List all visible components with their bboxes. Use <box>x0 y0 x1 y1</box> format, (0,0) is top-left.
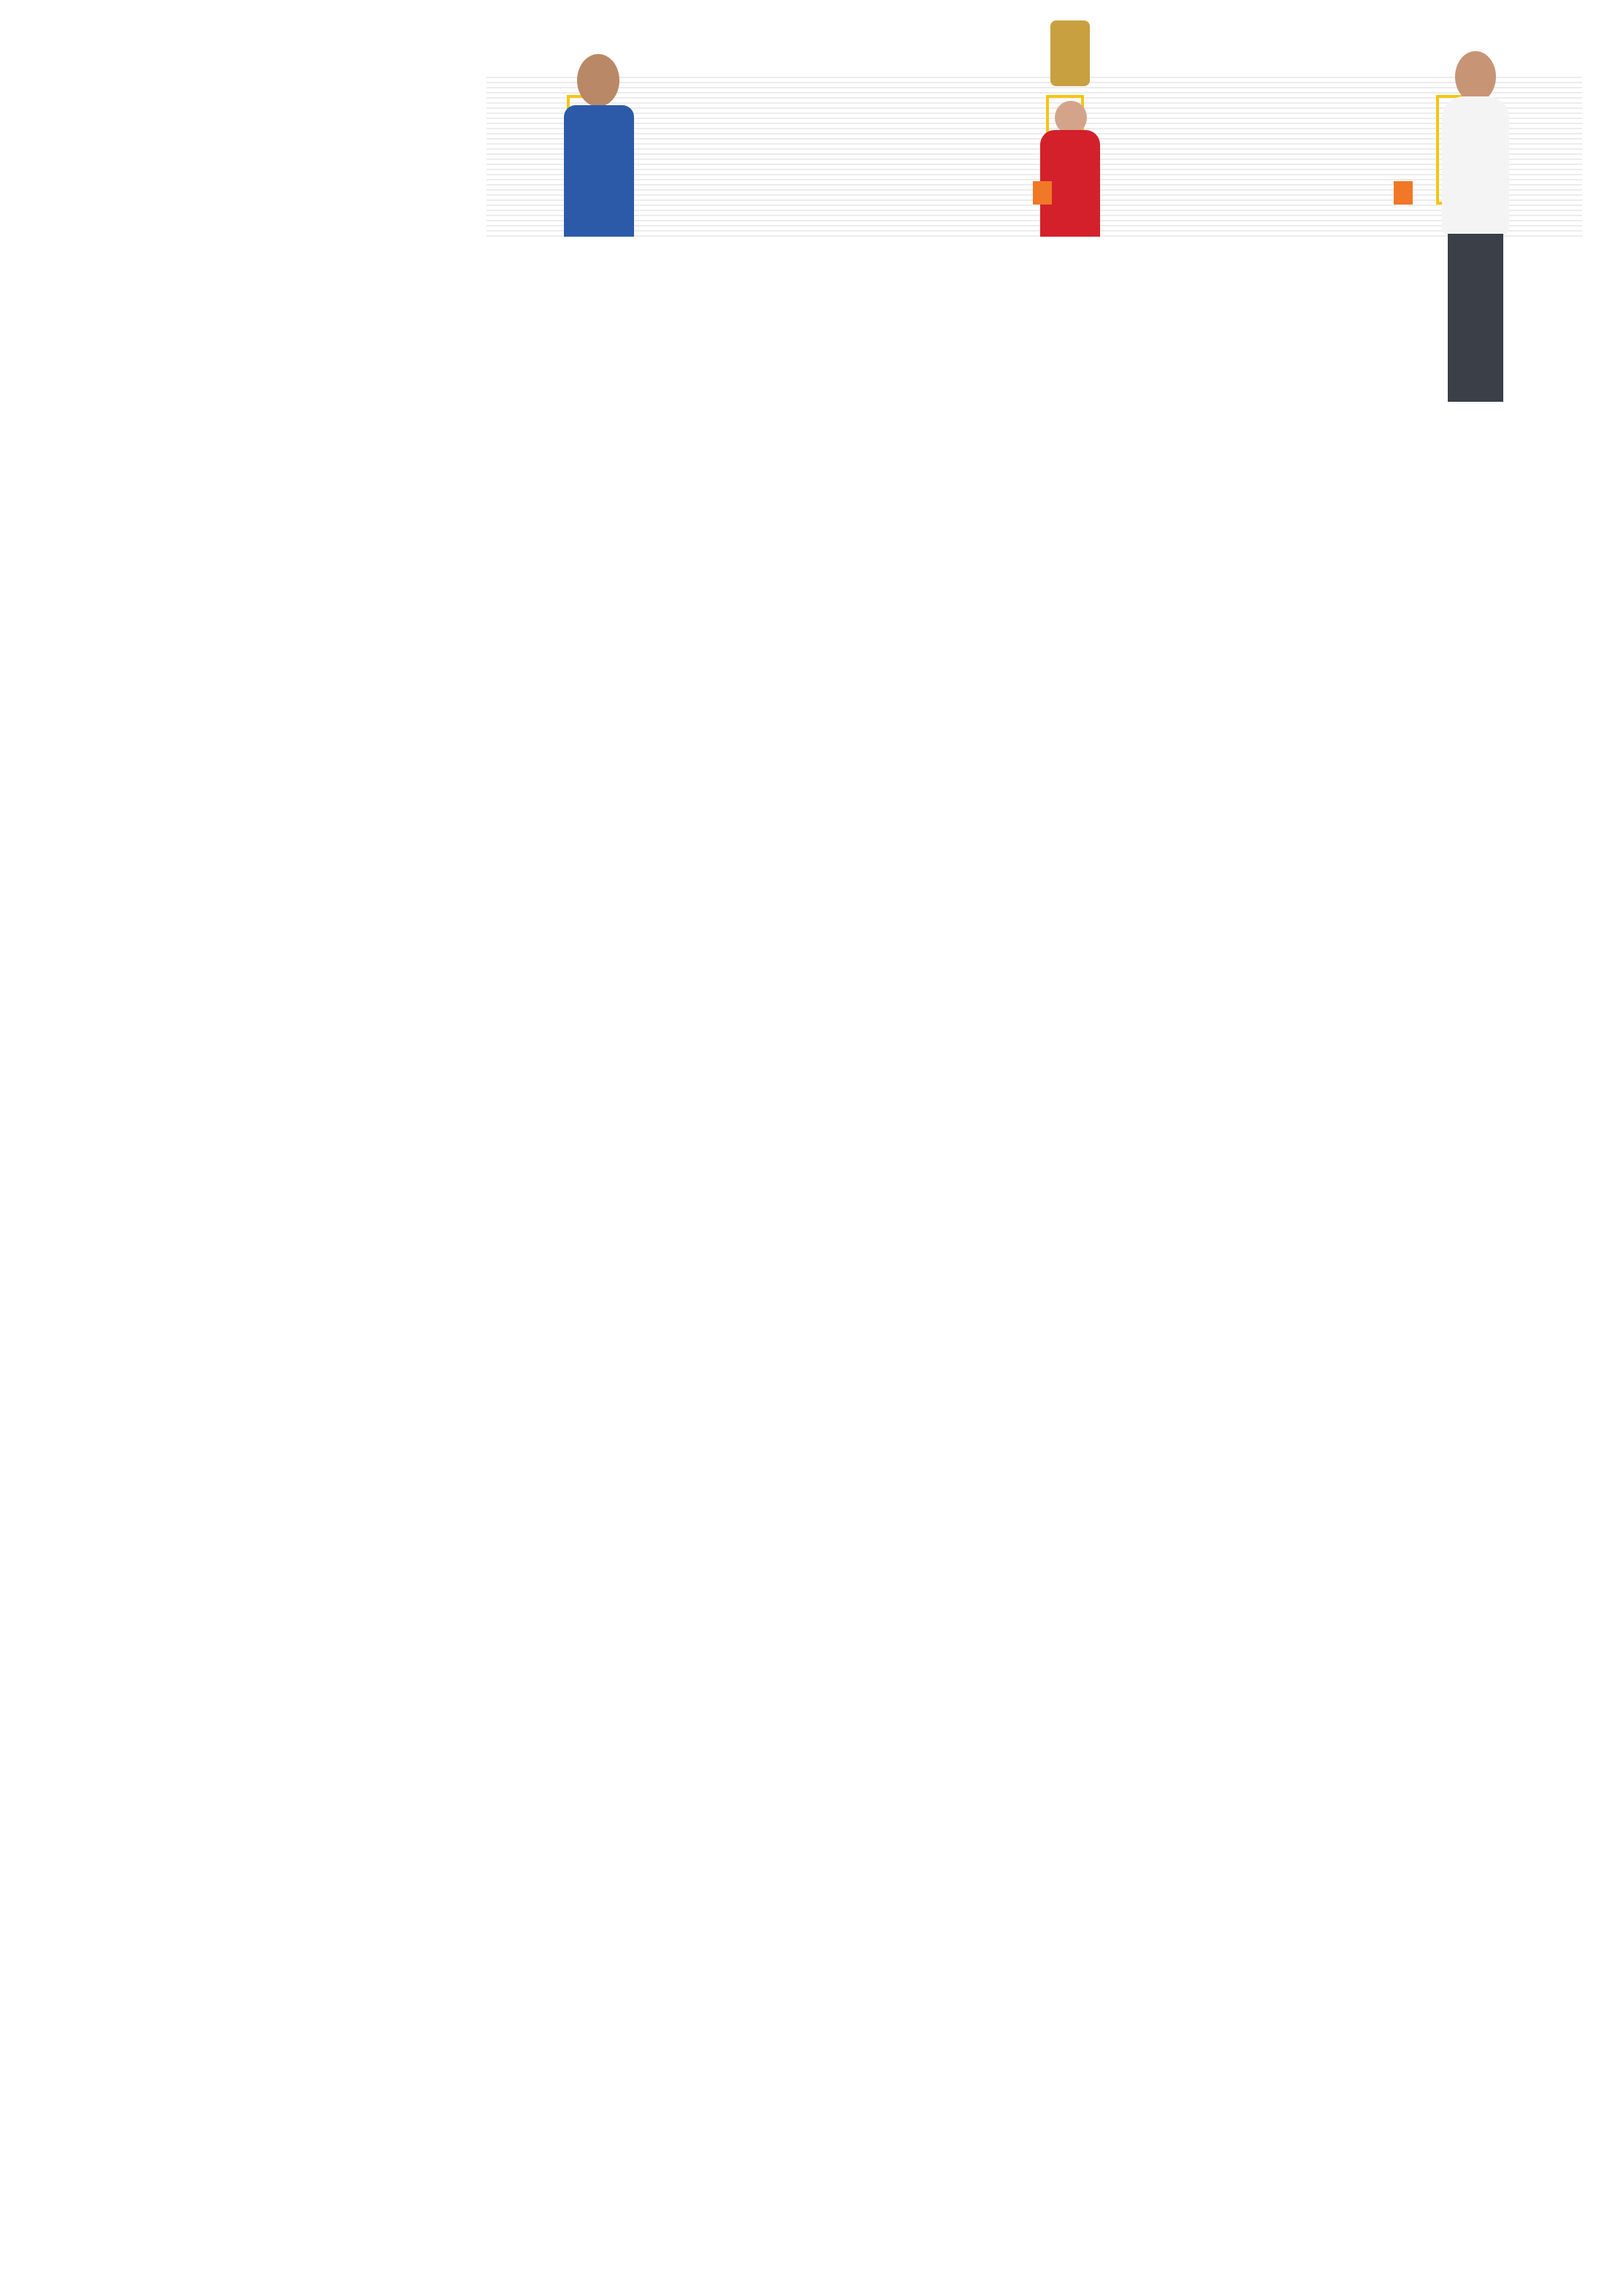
teaser-photo-yazdani <box>557 54 641 237</box>
teaser-queiroz[interactable] <box>1183 95 1432 98</box>
page-number-badge <box>1033 181 1052 205</box>
teaser-photo-queiroz <box>1420 51 1530 402</box>
page-number-badge <box>1394 181 1413 205</box>
teaser-wilshere[interactable] <box>862 95 1037 98</box>
